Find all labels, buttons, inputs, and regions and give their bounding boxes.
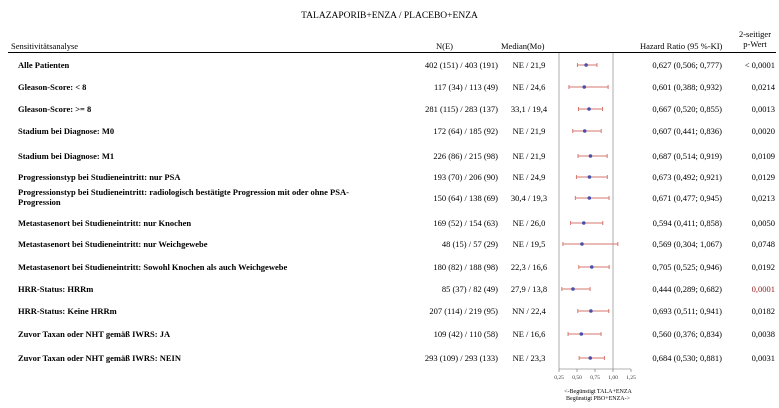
hr-point [582,221,586,225]
x-tick-label: 0,50 [572,375,582,381]
chart-title: TALAZAPORIB+ENZA / PLACEBO+ENZA [301,11,478,21]
row-hazard-ratio: 0,594 (0,411; 0,858) [652,218,722,228]
row-p-value: 0,0050 [751,218,775,228]
row-p-value: 0,0214 [751,82,775,92]
hr-point [571,287,575,291]
axis-note-favors-tala: <-Begünstigt TALA+ENZA [564,389,632,395]
row-n: 109 (42) / 110 (58) [433,329,498,339]
x-tick-label: 1,00 [608,375,618,381]
row-median: NE / 26,0 [512,218,546,228]
row-median: NE / 21,9 [512,60,546,70]
row-p-value: 0,0192 [751,262,775,272]
row-label: Progressionstyp bei Studieneintritt: nur PSA [18,172,181,182]
row-p-value: 0,0129 [751,172,775,182]
row-label: Zuvor Taxan oder NHT gemäß IWRS: JA [18,329,171,339]
row-p-value: 0,0748 [751,239,775,249]
hr-point [583,129,587,133]
hr-point [588,196,592,200]
x-tick-label: 0,25 [554,375,564,381]
row-median: NE / 19,5 [512,239,546,249]
row-n: 169 (52) / 154 (63) [433,218,498,228]
hr-point [580,242,584,246]
row-label: Stadium bei Diagnose: M1 [18,151,115,161]
row-median: 27,9 / 13,8 [510,284,548,294]
hr-point [584,63,588,67]
row-label: Progressionstyp bei Studieneintritt: radiologisch bestätigte Progression mit oder ohne PSA-Progression [18,187,349,207]
row-hazard-ratio: 0,607 (0,441; 0,836) [652,126,722,136]
row-hazard-ratio: 0,601 (0,388; 0,932) [652,82,722,92]
row-median: NE / 21,9 [512,126,546,136]
row-hazard-ratio: 0,673 (0,492; 0,921) [652,172,722,182]
row-label: Alle Patienten [18,60,70,70]
row-p-value: 0,0020 [751,126,775,136]
row-n: 48 (15) / 57 (29) [441,239,498,249]
row-median: NE / 24,9 [512,172,546,182]
row-p-value: 0,0109 [751,151,775,161]
row-hazard-ratio: 0,705 (0,525; 0,946) [652,262,722,272]
row-n: 85 (37) / 82 (49) [441,284,498,294]
row-hazard-ratio: 0,687 (0,514; 0,919) [652,151,722,161]
row-n: 226 (86) / 215 (98) [433,151,498,161]
x-tick-label: 0,75 [590,375,600,381]
row-p-value: 0,0013 [751,104,775,114]
row-label: Zuvor Taxan oder NHT gemäß IWRS: NEIN [18,353,181,363]
row-median: 33,1 / 19,4 [510,104,548,114]
hr-point [587,107,591,111]
header-median: Median(Mo) [501,41,545,51]
x-tick-label: 1,25 [626,375,636,381]
row-label: Gleason-Score: < 8 [18,82,87,92]
row-p-value: 0,0031 [751,353,775,363]
row-p-value: 0,0038 [751,329,775,339]
row-hazard-ratio: 0,684 (0,530; 0,881) [652,353,722,363]
header-p-value-line2: p-Wert [743,39,767,49]
hr-point [588,175,592,179]
row-median: NE / 21,9 [512,151,546,161]
hr-point [580,332,584,336]
row-n: 207 (114) / 219 (95) [429,306,498,316]
row-p-value: < 0,0001 [744,60,775,70]
row-label: Metastasenort bei Studieneintritt: nur Knochen [18,218,192,228]
header-n: N(E) [436,41,453,51]
row-hazard-ratio: 0,667 (0,520; 0,855) [652,104,722,114]
row-label: Gleason-Score: >= 8 [18,104,92,114]
row-median: NE / 23,3 [512,353,546,363]
row-p-value: 0,0213 [751,193,775,203]
row-label: Metastasenort bei Studieneintritt: nur Weichgewebe [18,239,208,249]
row-n: 150 (64) / 138 (69) [433,193,498,203]
row-label: Metastasenort bei Studieneintritt: Sowohl Knochen als auch Weichgewebe [18,262,288,272]
hr-point [589,309,593,313]
row-label: Stadium bei Diagnose: M0 [18,126,115,136]
hr-point [588,356,592,360]
row-p-value: 0,0001 [751,284,775,294]
row-n: 193 (70) / 206 (90) [433,172,498,182]
row-n: 293 (109) / 293 (133) [424,353,498,363]
row-n: 172 (64) / 185 (92) [433,126,498,136]
row-median: NE / 24,6 [512,82,546,92]
row-n: 402 (151) / 403 (191) [424,60,498,70]
row-hazard-ratio: 0,627 (0,506; 0,777) [652,60,722,70]
hr-point [582,85,586,89]
hr-point [590,265,594,269]
row-label: HRR-Status: Keine HRRm [18,306,117,316]
header-p-value-line1: 2-seitiger [738,29,772,39]
row-median: NN / 22,4 [512,306,546,316]
row-hazard-ratio: 0,560 (0,376; 0,834) [652,329,722,339]
row-hazard-ratio: 0,671 (0,477; 0,945) [652,193,722,203]
header-label: Sensitivitätsanalyse [11,41,79,51]
row-hazard-ratio: 0,693 (0,511; 0,941) [652,306,722,316]
row-label: HRR-Status: HRRm [18,284,94,294]
row-hazard-ratio: 0,569 (0,304; 1,067) [652,239,722,249]
row-n: 180 (82) / 188 (98) [433,262,498,272]
row-n: 117 (34) / 113 (49) [433,82,498,92]
row-median: 22,3 / 16,6 [510,262,548,272]
row-p-value: 0,0182 [751,306,775,316]
row-median: 30,4 / 19,3 [510,193,548,203]
row-hazard-ratio: 0,444 (0,289; 0,682) [652,284,722,294]
row-median: NE / 16,6 [512,329,546,339]
row-n: 281 (115) / 283 (137) [425,104,498,114]
hr-point [589,154,593,158]
axis-note-favors-pbo: Begünstigt PBO+ENZA-> [566,396,630,402]
header-hazard-ratio: Hazard Ratio (95 %-KI) [640,41,723,51]
